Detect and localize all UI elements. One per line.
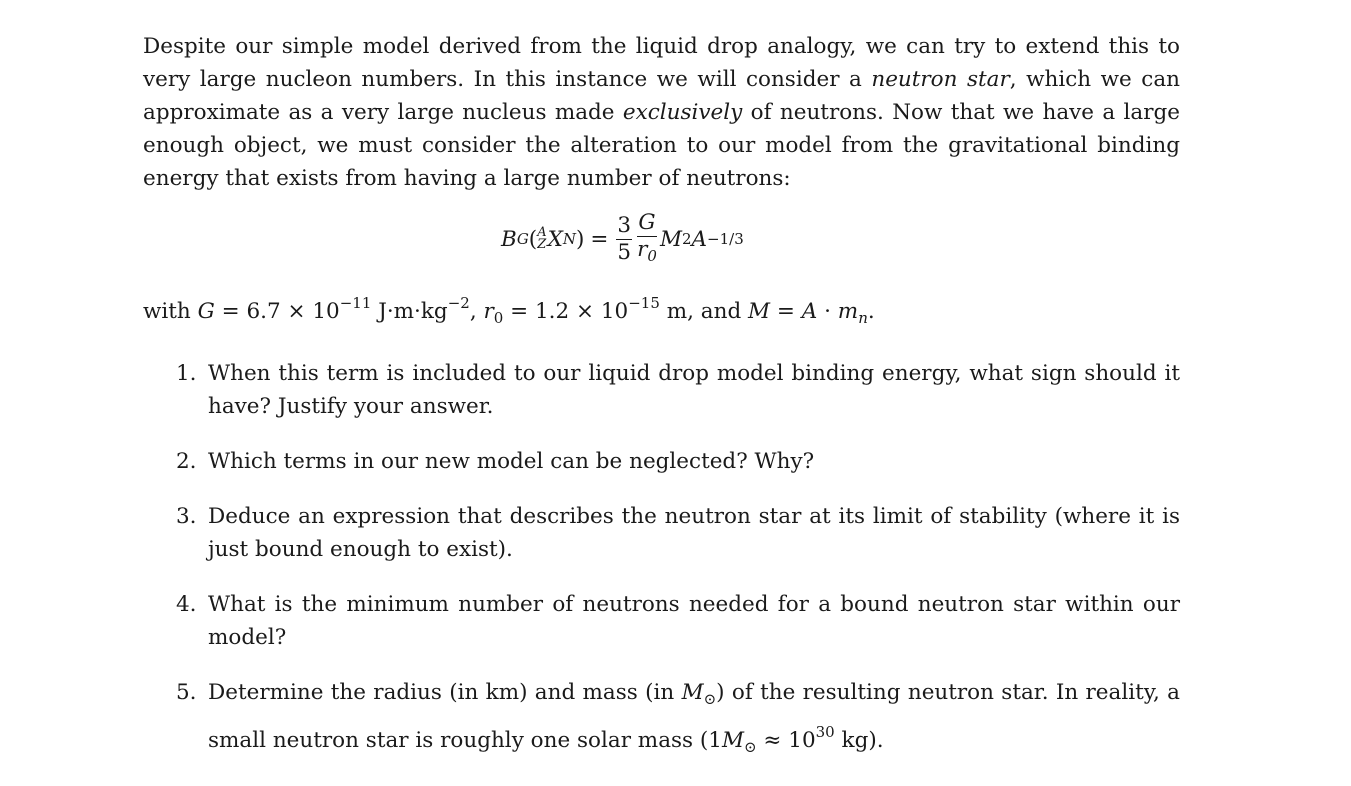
solar-mass-symbol-2: M [721,728,744,753]
question-item-2 [143,445,1180,478]
constants-mn-symbol: m [837,299,859,324]
constants-r-exponent: −15 [628,294,660,312]
intro-text-1: Despite our simple model derived from the liquid drop analogy, we can try to extend this to very large nucleon numbers. In this instance we will consider a [143,34,1180,92]
constants-period: . [867,299,875,324]
eq-frac1-denominator: 5 [617,239,632,265]
eq-nuclide-subscript: N [562,229,577,248]
eq-nuclide-symbol: X [547,226,563,252]
question-item-1 [143,357,1180,423]
question-text-part-1: Determine the radius (in km) and mass (in [208,680,682,705]
eq-a-symbol: A [691,226,708,252]
question-text: What is the minimum number of neutrons needed for a bound neutron star within our model? [208,592,1180,650]
eq-frac1-numerator: 3 [617,212,632,238]
eq-lhs-symbol: B [501,226,517,252]
question-text: Which terms in our new model can be neglected? Why? [208,449,815,474]
sun-icon-2: ⊙ [744,738,757,756]
constants-m-equals: = [770,299,802,324]
eq-lhs-subscript: G [516,229,529,248]
intro-emphasis-neutron-star: neutron star [871,67,1010,92]
constants-a-symbol: A [801,299,818,324]
question-number: 1. [176,361,197,386]
eq-frac2-den-subscript: 0 [647,246,657,265]
intro-paragraph [143,30,1180,195]
question-text-part-4: kg). [834,728,884,753]
eq-a-exponent: −1/3 [707,229,744,248]
eq-nuclide-indices [537,227,546,251]
constants-unit-exponent: −2 [447,294,470,312]
eq-frac2-denominator [636,237,658,269]
question-number: 5. [176,680,197,705]
constants-g-exponent: −11 [339,294,372,312]
constants-line [143,287,1180,335]
question-text: When this term is included to our liquid drop model binding energy, what sign should it have? Justify your answer. [208,361,1180,419]
question-number: 2. [176,449,197,474]
constants-m-symbol: M [748,299,771,324]
intro-text-2: , which we can approximate as a very large nucleus made [143,67,1181,125]
question-item-4 [143,588,1180,654]
constants-r-symbol: r [483,299,494,324]
solar-mass-symbol: M [681,680,704,705]
eq-frac2-den-symbol: r [637,236,648,262]
intro-text-3: of neutrons. Now that we have a large enough object, we must consider the alteration to our model from the gravitational binding energy that exists from having a large number of neutrons: [143,100,1180,191]
eq-equals: = [590,226,609,252]
eq-nuclide-atomic-number: Z [537,237,547,252]
eq-fraction-three-fifths [616,213,632,266]
constants-r-subscript: 0 [493,309,504,327]
question-text-part-2: ) of the resulting neutron star. In reality, a small neutron star is roughly one solar mass (1 [208,680,1180,753]
eq-mass-symbol: M [659,226,682,252]
question-item-5 [143,676,1180,764]
eq-close-paren: ) [576,226,585,252]
binding-energy-equation [143,195,1180,287]
constants-mn-subscript: n [858,309,868,327]
constants-text-with: with [143,299,198,324]
eq-mass-exponent: 2 [681,229,692,248]
question-item-3 [143,500,1180,566]
solar-mass-exponent: 30 [815,723,835,741]
question-list [143,357,1180,764]
question-number: 4. [176,592,197,617]
constants-r-value: = 1.2 × 10 [503,299,629,324]
eq-nuclide-mass-number: A [537,225,547,240]
sun-icon: ⊙ [703,690,717,708]
question-text-part-3: ≈ 10 [756,728,816,753]
equation-body [501,209,744,269]
constants-g-value: = 6.7 × 10 [214,299,340,324]
document-page [143,30,1180,786]
question-number: 3. [176,504,197,529]
constants-g-unit: J·m·kg [371,299,448,324]
constants-dot: · [817,299,838,324]
intro-emphasis-exclusively: exclusively [622,100,743,125]
question-text: Deduce an expression that describes the neutron star at its limit of stability (where it is just bound enough to exist). [208,504,1180,562]
eq-open-paren: ( [528,226,538,252]
constants-g-symbol: G [197,299,215,324]
constants-comma: , [469,299,484,324]
constants-r-unit: m, and [659,299,749,324]
eq-frac2-numerator: G [638,209,656,235]
eq-fraction-g-over-r0 [636,210,658,269]
